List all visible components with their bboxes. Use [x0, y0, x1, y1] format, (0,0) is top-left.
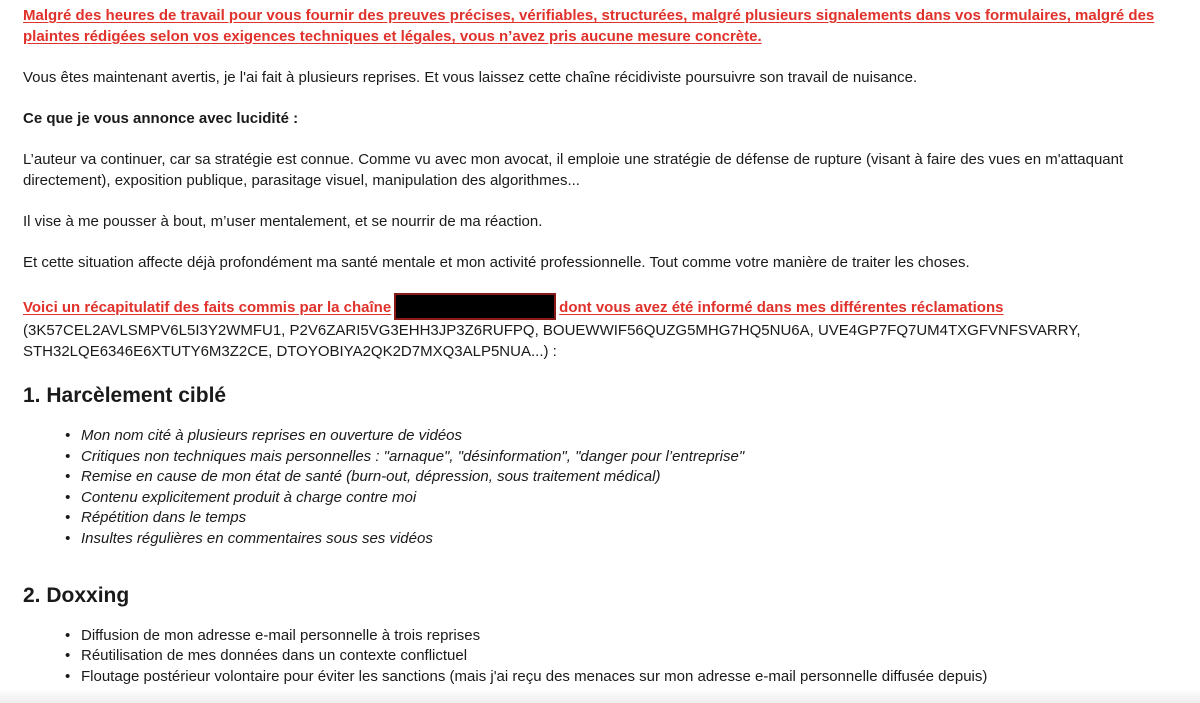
- list-item: • Contenu explicitement produit à charge contre moi: [81, 488, 1189, 509]
- warning-paragraph: Vous êtes maintenant avertis, je l'ai fait à plusieurs reprises. Et vous laissez cette chaîne récidiviste poursuivre son travail de nuisance.: [23, 69, 918, 86]
- section-title-harassment: 1. Harcèlement ciblé: [23, 384, 227, 407]
- list-item: • Critiques non techniques mais personnelles : "arnaque", "désinformation", "danger pour l’entreprise": [81, 447, 1189, 468]
- doxxing-list: [23, 626, 1189, 688]
- list-item: • Réutilisation de mes données dans un contexte conflictuel: [81, 646, 1189, 667]
- author-strategy-paragraph: L’auteur va continuer, car sa stratégie est connue. Comme vu avec mon avocat, il emploie une stratégie de défense de rupture (visant à faire des vues en m'attaquant directement), exposition publique, parasitage visuel, manipulation des algorithmes...: [23, 151, 1124, 189]
- health-impact-paragraph: Et cette situation affecte déjà profondément ma santé mentale et mon activité professionnelle. Tout comme votre manière de traiter les choses.: [23, 254, 970, 271]
- summary-after-redaction: dont vous avez été informé dans mes différentes réclamations: [559, 299, 1004, 316]
- aim-paragraph: Il vise à me pousser à bout, m’user mentalement, et se nourrir de ma réaction.: [23, 213, 543, 230]
- list-item: • Remise en cause de mon état de santé (burn-out, dépression, sous traitement médical): [81, 467, 1189, 488]
- list-item: • Mon nom cité à plusieurs reprises en ouverture de vidéos: [81, 426, 1189, 447]
- list-item: • Diffusion de mon adresse e-mail personnelle à trois reprises: [81, 626, 1189, 647]
- summary-paragraph: [23, 293, 1189, 362]
- list-item: • Répétition dans le temps: [81, 508, 1189, 529]
- list-item: • Insultes régulières en commentaires sous ses vidéos: [81, 529, 1189, 550]
- complaint-references: (3K57CEL2AVLSMPV6L5I3Y2WMFU1, P2V6ZARI5VG3EHH3JP3Z6RUFPQ, BOUEWWIF56QUZG5MHG7HQ5NU6A, UVE4GP7FQ7UM4TXGFVNFSVARRY, STH32LQE6346E6XTUTY6M3Z2CE, DTOYOBIYA2QK2D7MXQ3ALP5NUA...) :: [23, 322, 1081, 360]
- section-title-doxxing: 2. Doxxing: [23, 583, 130, 607]
- harassment-list: [23, 426, 1189, 550]
- summary-lead: Voici un récapitulatif des faits commis par la chaîne: [23, 299, 392, 316]
- document-body: [23, 5, 1189, 687]
- intro-paragraph: Malgré des heures de travail pour vous fournir des preuves précises, vérifiables, structurées, malgré plusieurs signalements dans vos formulaires, malgré des plaintes rédigées selon vos exigences techniques et légales, vous n’avez pris aucune mesure concrète.: [23, 7, 1155, 45]
- announcement-heading: Ce que je vous annonce avec lucidité :: [23, 110, 299, 127]
- list-item: • Floutage postérieur volontaire pour éviter les sanctions (mais j'ai reçu des menaces sur mon adresse e-mail personnelle diffusée depuis): [81, 667, 1189, 688]
- redaction-box: [394, 293, 556, 320]
- bottom-edge-shade: [0, 689, 1200, 703]
